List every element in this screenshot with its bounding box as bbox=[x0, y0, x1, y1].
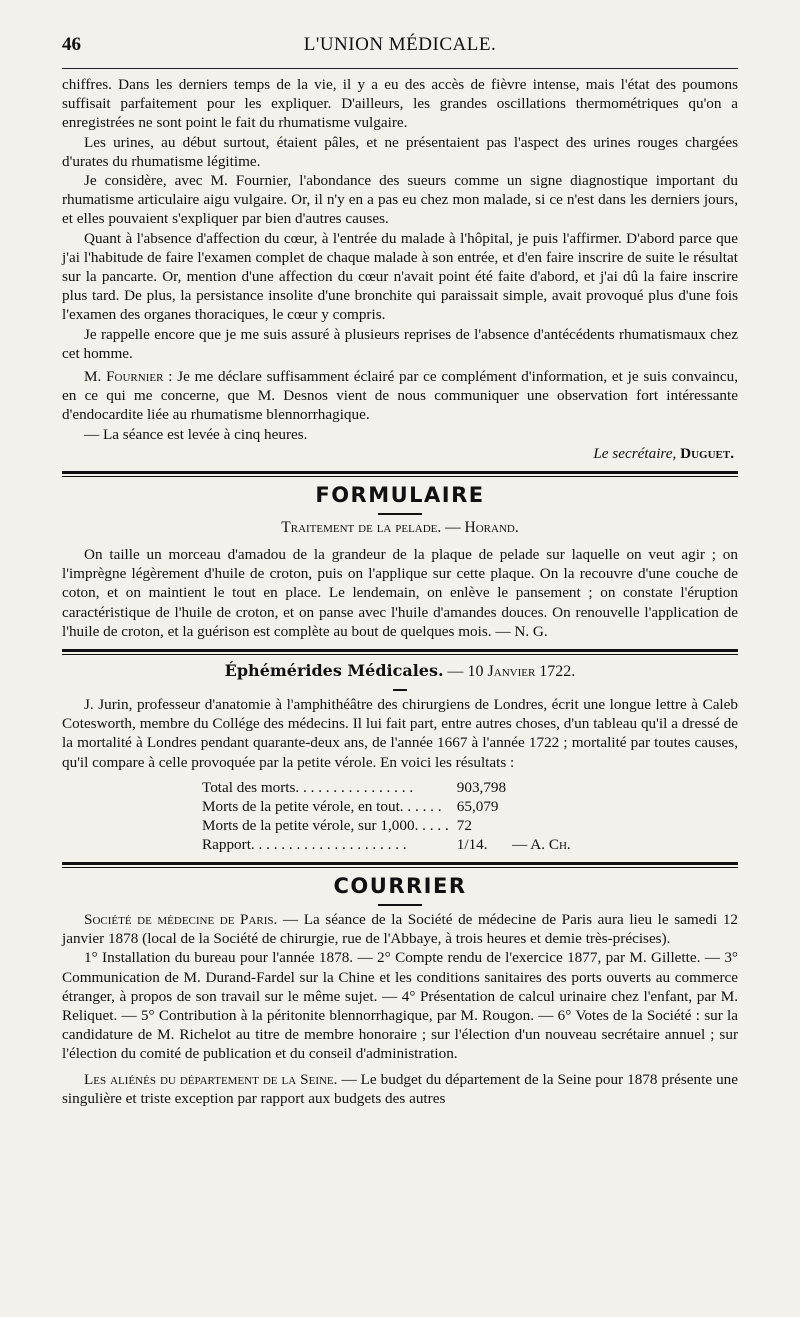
paragraph: Je rappelle encore que je me suis assuré à plusieurs reprises de l'absence d'antécédents rhumatismaux chez cet homme. bbox=[62, 325, 738, 362]
row-label: Total des morts. . . . . . . . . . . . . . . . bbox=[202, 778, 414, 796]
secretary-role: Le secrétaire, bbox=[593, 444, 677, 462]
formulaire-subtitle bbox=[62, 519, 738, 537]
ephemerides-heading: Éphémérides Médicales. bbox=[224, 661, 444, 681]
running-header bbox=[62, 34, 738, 64]
row-value: 903,798 bbox=[456, 778, 507, 796]
ephemerides-title bbox=[62, 661, 738, 681]
courrier-paragraph bbox=[62, 1070, 738, 1108]
row-value: 65,079 bbox=[456, 797, 499, 815]
seance-closing: — La séance est levée à cinq heures. bbox=[84, 425, 308, 443]
paragraph: Les urines, au début surtout, étaient pâles, et ne présentaient pas l'aspect des urines rouges chargées d'urates du rhumatisme légitime. bbox=[62, 133, 738, 170]
title-underline bbox=[378, 904, 422, 906]
subtitle-author: — Horand. bbox=[445, 519, 519, 537]
paragraph: Je considère, avec M. Fournier, l'abondance des sueurs comme un signe diagnostique important du rhumatisme articulaire aigu vulgaire. Or, il n'y en a pas eu chez mon malade, si ce n'est dans les derniers jours, et elles pouvaient s'expliquer par bien d'autres causes. bbox=[62, 172, 738, 228]
row-label: Morts de la petite vérole, sur 1,000. . . . . bbox=[202, 816, 449, 834]
row-suffix bbox=[506, 797, 571, 816]
section-divider bbox=[62, 471, 738, 477]
header-rule bbox=[62, 68, 738, 69]
page-number: 46 bbox=[62, 34, 81, 55]
mortality-table bbox=[202, 778, 571, 854]
row-value: 1/14. bbox=[456, 835, 488, 853]
courrier-paragraph bbox=[62, 910, 738, 948]
fournier-paragraph bbox=[62, 367, 738, 425]
row-suffix bbox=[506, 778, 571, 797]
courrier-paragraph: 1° Installation du bureau pour l'année 1878. — 2° Compte rendu de l'exercice 1877, par M. Gillette. — 3° Communication de M. Durand-Fardel sur la Chine et les conditions sanitaires des ports ouverts au commerce étranger, à propos de son travail sur le même sujet. — 4° Présentation de calcul urinaire chez l'enfant, par M. Reliquet. — 5° Contribution à la péritonite blennorrhagique, par M. Rougon. — 6° Votes de la Société : sur la candidature de M. Richelot au titre de membre honoraire ; sur l'élection d'un nouveau secrétaire annuel ; sur l'élection du comité de publication et du conseil d'administration. bbox=[62, 949, 738, 1063]
formulaire-title: FORMULAIRE bbox=[315, 483, 485, 508]
formulaire-text: On taille un morceau d'amadou de la grandeur de la plaque de pelade sur laquelle on veut agir ; on l'imprègne légèrement d'huile de croton, puis on l'applique sur cette plaque. On la recouvre d'une couche de coton, et on maintient le tout en place. Le lendemain, on enlève le pansement ; on constate l'éruption caractéristique de l'huile de croton, et on panse avec l'huile d'amandes douces. On renouvelle l'application de l'huile de croton, et la guérison est complète au bout de quelques mois. — N. G. bbox=[62, 546, 738, 640]
row-label: Morts de la petite vérole, en tout. . . . . . bbox=[202, 797, 442, 815]
fournier-text: Je me déclare suffisamment éclairé par ce complément d'information, et je suis convaincu, en ce qui me concerne, que M. Desnos vient de nous communiquer une observation fort intéressante d'endocardite liée au rhumatisme blennorrhagique. bbox=[62, 368, 738, 424]
speaker-name: M. Fournier : bbox=[84, 368, 173, 386]
table-row bbox=[202, 835, 571, 854]
row-suffix: — A. Ch. bbox=[512, 835, 571, 853]
signature bbox=[62, 444, 734, 463]
secretary-name: Duguet. bbox=[680, 444, 734, 462]
paragraph-lead: Société de médecine de Paris. bbox=[84, 910, 278, 928]
paragraph-text: — Le budget du département de la Seine pour 1878 présente une singulière et triste exception par rapport aux budgets des autres bbox=[62, 1070, 738, 1107]
row-suffix bbox=[506, 816, 571, 835]
row-value: 72 bbox=[456, 816, 472, 834]
section-divider bbox=[62, 649, 738, 655]
journal-title: L'UNION MÉDICALE. bbox=[303, 34, 497, 55]
section-divider bbox=[62, 862, 738, 868]
paragraph-lead: Les aliénés du département de la Seine. bbox=[84, 1070, 338, 1088]
paragraph: chiffres. Dans les derniers temps de la vie, il y a eu des accès de fièvre intense, mais l'état des poumons suffisait parfaitement pour les expliquer. D'ailleurs, les grandes oscillations thermométriques qu'on a enregistrées ne sont point le fait du rhumatisme vulgaire. bbox=[62, 76, 738, 132]
row-label: Rapport. . . . . . . . . . . . . . . . . . . . . bbox=[202, 835, 407, 853]
table-row bbox=[202, 797, 571, 816]
paragraph: Quant à l'absence d'affection du cœur, à l'entrée du malade à l'hôpital, je puis l'affirmer. D'abord parce que j'ai l'habitude de faire l'examen complet de chaque malade à son entrée, et d'en faire inscrire de suite le résultat sur la pancarte. Or, mention d'une affection du cœur n'avait point été faite d'abord, et j'ai dû la faire inscrire plus tard. De plus, la persistance insolite d'une bronchite qui paraissait simple, avait provoqué plus d'une fois l'examen des organes thoraciques, le cœur y compris. bbox=[62, 229, 738, 324]
courrier-title: COURRIER bbox=[333, 873, 467, 898]
ephemerides-text: J. Jurin, professeur d'anatomie à l'amphithéâtre des chirurgiens de Londres, écrit une longue lettre à Caleb Cotesworth, membre du Collége des médecins. Il lui fait part, entre autres choses, d'un tableau qu'il a dressé de la mortalité à Londres pendant quarante-deux ans, de l'année 1667 à l'année 1722 ; mortalité par toutes causes, qu'il compare à celle provoquée par la petite vérole. En voici les résultats : bbox=[62, 696, 738, 771]
subtitle-label: Traitement de la pelade. bbox=[281, 519, 442, 537]
title-underline bbox=[393, 689, 407, 691]
table-row bbox=[202, 816, 571, 835]
title-underline bbox=[378, 513, 422, 515]
paragraph-text: — La séance de la Société de médecine de Paris aura lieu le samedi 12 janvier 1878 (local de la Société de chirurgie, rue de l'Abbaye, à trois heures et demie très-précises). bbox=[62, 910, 739, 948]
table-row bbox=[202, 778, 571, 797]
ephemerides-date: — 10 Janvier 1722. bbox=[447, 663, 576, 681]
